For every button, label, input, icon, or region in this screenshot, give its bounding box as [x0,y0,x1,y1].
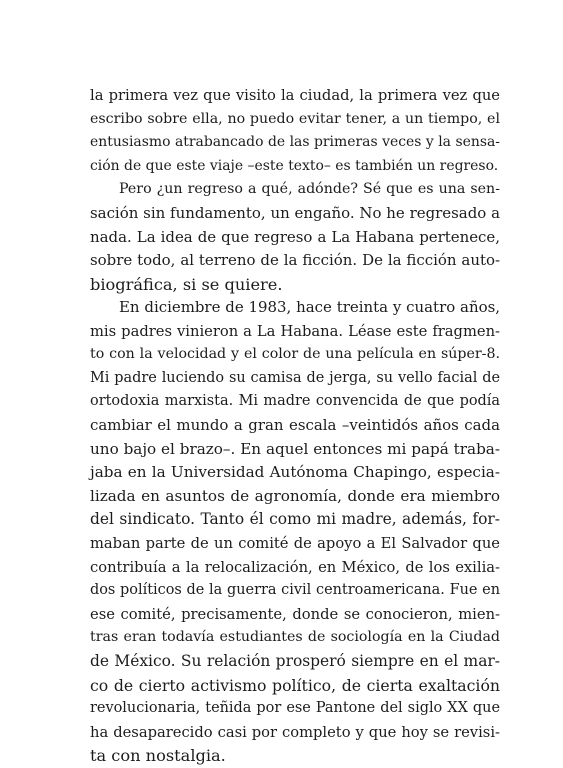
text-line: En diciembre de 1983, hace treinta y cuatro años, [119,298,500,316]
text-line: ha desaparecido casi por completo y que hoy se revisi- [90,723,500,741]
text-line: jaba en la Universidad Autónoma Chapingo, especia- [90,463,500,482]
paragraph-continued [90,84,500,178]
text-line: tras eran todavía estudiantes de sociología en la Ciudad [90,629,500,646]
text-block-lower [90,296,500,768]
text-block-upper [90,84,500,296]
text-line: to con la velocidad y el color de una película en súper-8. [90,346,500,363]
text-line: sación sin fundamento, un engaño. No he regresado a [90,203,500,222]
text-line: Pero ¿un regreso a qué, adónde? Sé que es una sen- [119,181,500,198]
text-line: ortodoxia marxista. Mi madre convencida de que podía [90,393,500,410]
text-line: mis padres vinieron a La Habana. Léase este fragmen- [90,322,500,340]
text-line: contribuía a la relocalización, en México, de los exilia- [90,558,500,576]
text-line: entusiasmo atrabancado de las primeras veces y la sensa- [90,134,500,151]
paragraph-diciembre-1983 [90,296,500,768]
text-line: cambiar el mundo a gran escala –veintidós años cada [90,415,500,434]
text-line: sobre todo, al terreno de la ficción. De la ficción auto- [90,251,500,270]
text-line: co de cierto activismo político, de cierta exaltación [90,675,500,695]
text-line: biográfica, si se quiere. [90,274,283,294]
text-line: la primera vez que visito la ciudad, la primera vez que [90,87,500,104]
text-line: del sindicato. Tanto él como mi madre, además, for- [90,510,500,529]
text-line: nada. La idea de que regreso a La Habana pertenece, [90,227,500,246]
text-line: ción de que este viaje –este texto– es también un regreso. [90,157,499,174]
paragraph-regreso [90,178,500,296]
text-line: uno bajo el brazo–. En aquel entonces mi papá traba- [90,439,500,458]
text-line: de México. Su relación prosperó siempre en el mar- [90,651,500,670]
text-line: Mi padre luciendo su camisa de jerga, su vello facial de [90,369,500,386]
text-line: lizada en asuntos de agronomía, donde era miembro [90,486,500,505]
text-line: ta con nostalgia. [90,746,226,766]
text-line: revolucionaria, teñida por ese Pantone del siglo XX que [90,700,500,717]
text-line: ese comité, precisamente, donde se conocieron, mien- [90,605,500,623]
text-line: dos políticos de la guerra civil centroamericana. Fue en [90,582,500,599]
text-line: escribo sobre ella, no puedo evitar tener, a un tiempo, el [90,110,500,127]
text-line: maban parte de un comité de apoyo a El Salvador que [90,534,500,552]
